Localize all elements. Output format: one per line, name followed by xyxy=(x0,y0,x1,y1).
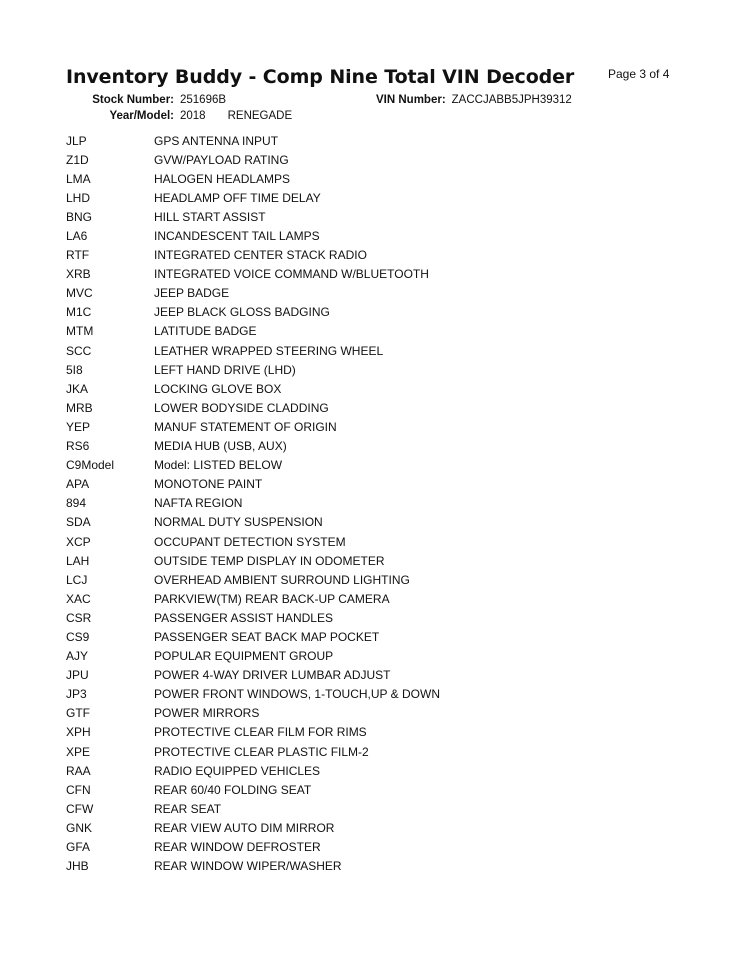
option-description: POWER MIRRORS xyxy=(154,706,260,721)
option-row xyxy=(66,417,440,436)
option-code: JPU xyxy=(66,668,89,683)
option-row xyxy=(66,475,440,494)
option-row xyxy=(66,704,440,723)
option-row xyxy=(66,494,440,513)
option-row xyxy=(66,551,440,570)
option-row xyxy=(66,226,440,245)
option-description: MONOTONE PAINT xyxy=(154,477,263,492)
option-description: HILL START ASSIST xyxy=(154,209,266,224)
option-row xyxy=(66,360,440,379)
option-description: LATITUDE BADGE xyxy=(154,324,257,339)
option-code: M1C xyxy=(66,305,92,320)
option-description: JEEP BLACK GLOSS BADGING xyxy=(154,305,330,320)
option-description: MANUF STATEMENT OF ORIGIN xyxy=(154,419,337,434)
option-row xyxy=(66,303,440,322)
year-model-field xyxy=(66,110,292,122)
option-description: OVERHEAD AMBIENT SURROUND LIGHTING xyxy=(154,572,410,587)
option-code: XPE xyxy=(66,744,91,759)
option-description: INCANDESCENT TAIL LAMPS xyxy=(154,229,320,244)
option-code: APA xyxy=(66,477,90,492)
option-description: RADIO EQUIPPED VEHICLES xyxy=(154,763,321,778)
option-code: LA6 xyxy=(66,229,88,244)
stock-number-value: 251696B xyxy=(180,94,227,106)
option-code: LCJ xyxy=(66,572,88,587)
option-row xyxy=(66,666,440,685)
option-row xyxy=(66,150,440,169)
option-row xyxy=(66,608,440,627)
option-code: MVC xyxy=(66,286,93,301)
option-code: GFA xyxy=(66,840,91,855)
option-description: MEDIA HUB (USB, AUX) xyxy=(154,439,287,454)
option-description: OCCUPANT DETECTION SYSTEM xyxy=(154,534,346,549)
option-code: RTF xyxy=(66,248,90,263)
option-description: REAR WINDOW DEFROSTER xyxy=(154,840,321,855)
option-code: JLP xyxy=(66,133,87,148)
option-description: PASSENGER ASSIST HANDLES xyxy=(154,610,333,625)
option-row xyxy=(66,570,440,589)
option-code: CFW xyxy=(66,801,94,816)
year-value: 2018 xyxy=(180,110,206,122)
option-code: XPH xyxy=(66,725,91,740)
option-description: HEADLAMP OFF TIME DELAY xyxy=(154,190,321,205)
option-code: JP3 xyxy=(66,687,87,702)
option-row xyxy=(66,322,440,341)
option-description: LOWER BODYSIDE CLADDING xyxy=(154,400,329,415)
document-title: Inventory Buddy - Comp Nine Total VIN Decoder xyxy=(66,66,575,88)
option-row xyxy=(66,589,440,608)
option-code: 5I8 xyxy=(66,362,83,377)
option-description: PROTECTIVE CLEAR PLASTIC FILM-2 xyxy=(154,744,369,759)
option-code: RAA xyxy=(66,763,91,778)
option-code: JHB xyxy=(66,859,89,874)
option-row xyxy=(66,284,440,303)
option-description: REAR WINDOW WIPER/WASHER xyxy=(154,859,342,874)
option-code: C9Model xyxy=(66,458,115,473)
option-row xyxy=(66,188,440,207)
option-row xyxy=(66,513,440,532)
option-row xyxy=(66,265,440,284)
stock-number-field xyxy=(66,94,226,106)
option-description: POWER FRONT WINDOWS, 1-TOUCH,UP & DOWN xyxy=(154,687,441,702)
option-row xyxy=(66,627,440,646)
option-description: REAR SEAT xyxy=(154,801,222,816)
option-description: NORMAL DUTY SUSPENSION xyxy=(154,515,323,530)
vin-number-value: ZACCJABB5JPH39312 xyxy=(451,94,572,106)
option-code: LHD xyxy=(66,190,91,205)
option-description: POWER 4-WAY DRIVER LUMBAR ADJUST xyxy=(154,668,391,683)
option-row xyxy=(66,131,440,150)
option-description: LOCKING GLOVE BOX xyxy=(154,381,282,396)
option-code: JKA xyxy=(66,381,89,396)
year-model-label: Year/Model: xyxy=(109,110,174,122)
vin-number-field xyxy=(376,94,572,106)
option-description: JEEP BADGE xyxy=(154,286,230,301)
option-row xyxy=(66,379,440,398)
option-code: CSR xyxy=(66,610,92,625)
option-row xyxy=(66,341,440,360)
option-code: MTM xyxy=(66,324,94,339)
option-description: POPULAR EQUIPMENT GROUP xyxy=(154,649,334,664)
option-row xyxy=(66,532,440,551)
option-row xyxy=(66,685,440,704)
option-code: GNK xyxy=(66,820,93,835)
option-description: OUTSIDE TEMP DISPLAY IN ODOMETER xyxy=(154,553,385,568)
option-row xyxy=(66,169,440,188)
option-description: PARKVIEW(TM) REAR BACK-UP CAMERA xyxy=(154,591,390,606)
option-description: Model: LISTED BELOW xyxy=(154,458,283,473)
option-row xyxy=(66,456,440,475)
model-value: RENEGADE xyxy=(227,110,293,122)
option-code: LMA xyxy=(66,171,91,186)
option-row xyxy=(66,723,440,742)
option-description: INTEGRATED CENTER STACK RADIO xyxy=(154,248,367,263)
option-row xyxy=(66,246,440,265)
option-code-list xyxy=(66,131,440,876)
option-row xyxy=(66,761,440,780)
option-code: XRB xyxy=(66,267,91,282)
option-description: LEFT HAND DRIVE (LHD) xyxy=(154,362,296,377)
option-code: XAC xyxy=(66,591,91,606)
option-description: REAR 60/40 FOLDING SEAT xyxy=(154,782,312,797)
stock-number-label: Stock Number: xyxy=(92,94,174,106)
option-code: XCP xyxy=(66,534,91,549)
vin-number-label: VIN Number: xyxy=(376,94,446,106)
option-description: LEATHER WRAPPED STEERING WHEEL xyxy=(154,343,384,358)
option-row xyxy=(66,780,440,799)
option-code: SCC xyxy=(66,343,92,358)
option-row xyxy=(66,837,440,856)
option-code: LAH xyxy=(66,553,90,568)
option-description: GPS ANTENNA INPUT xyxy=(154,133,279,148)
option-code: RS6 xyxy=(66,439,90,454)
option-row xyxy=(66,857,440,876)
option-description: HALOGEN HEADLAMPS xyxy=(154,171,291,186)
option-description: NAFTA REGION xyxy=(154,496,243,511)
option-code: MRB xyxy=(66,400,93,415)
option-code: CS9 xyxy=(66,629,90,644)
option-code: YEP xyxy=(66,419,91,434)
option-row xyxy=(66,647,440,666)
option-description: PASSENGER SEAT BACK MAP POCKET xyxy=(154,629,380,644)
option-code: CFN xyxy=(66,782,91,797)
option-description: INTEGRATED VOICE COMMAND W/BLUETOOTH xyxy=(154,267,429,282)
option-code: SDA xyxy=(66,515,91,530)
option-description: GVW/PAYLOAD RATING xyxy=(154,152,289,167)
option-row xyxy=(66,799,440,818)
option-code: AJY xyxy=(66,649,89,664)
option-code: GTF xyxy=(66,706,90,721)
option-code: 894 xyxy=(66,496,87,511)
page-number: Page 3 of 4 xyxy=(608,67,670,81)
option-row xyxy=(66,437,440,456)
option-row xyxy=(66,818,440,837)
option-row xyxy=(66,207,440,226)
option-code: Z1D xyxy=(66,152,89,167)
option-code: BNG xyxy=(66,209,93,224)
option-row xyxy=(66,398,440,417)
option-description: REAR VIEW AUTO DIM MIRROR xyxy=(154,820,335,835)
option-row xyxy=(66,742,440,761)
option-description: PROTECTIVE CLEAR FILM FOR RIMS xyxy=(154,725,367,740)
